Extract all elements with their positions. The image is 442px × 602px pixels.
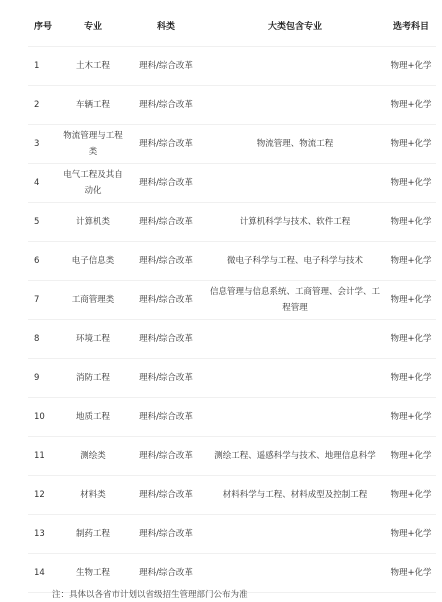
table-row <box>28 86 436 125</box>
majors-table <box>28 8 436 593</box>
row-subjects: 物理+化学 <box>390 177 432 188</box>
row-major: 车辆工程 <box>75 100 110 110</box>
row-category: 理科/综合改革 <box>139 567 193 578</box>
table-row <box>28 359 436 398</box>
row-index: 11 <box>34 450 45 461</box>
row-index: 8 <box>34 333 40 344</box>
row-index: 12 <box>34 489 45 500</box>
table-row <box>28 203 436 242</box>
row-major: 物流管理与工程类 <box>63 131 123 157</box>
row-subjects: 物理+化学 <box>390 450 432 461</box>
table-row <box>28 398 436 437</box>
row-major: 电气工程及其自动化 <box>63 170 123 196</box>
row-major: 土木工程 <box>75 61 110 71</box>
row-category: 理科/综合改革 <box>139 60 193 71</box>
row-subjects: 物理+化学 <box>390 411 432 422</box>
row-includes: 计算机科学与技术、软件工程 <box>239 217 351 227</box>
row-major: 生物工程 <box>75 568 110 578</box>
row-index: 10 <box>34 411 45 422</box>
row-subjects: 物理+化学 <box>390 333 432 344</box>
row-major: 制药工程 <box>75 529 110 539</box>
row-includes: 微电子科学与工程、电子科学与技术 <box>226 256 363 266</box>
row-category: 理科/综合改革 <box>139 177 193 188</box>
row-major: 工商管理类 <box>71 295 115 305</box>
table-row <box>28 281 436 320</box>
row-category: 理科/综合改革 <box>139 99 193 110</box>
row-subjects: 物理+化学 <box>390 528 432 539</box>
row-index: 4 <box>34 177 40 188</box>
row-index: 2 <box>34 99 40 110</box>
header-major: 专业 <box>83 21 102 32</box>
row-category: 理科/综合改革 <box>139 216 193 227</box>
table-body <box>28 47 436 593</box>
row-index: 3 <box>34 138 40 149</box>
row-includes: 材料科学与工程、材料成型及控制工程 <box>222 490 368 500</box>
row-category: 理科/综合改革 <box>139 372 193 383</box>
row-includes: 物流管理、物流工程 <box>256 139 334 149</box>
row-category: 理科/综合改革 <box>139 255 193 266</box>
row-index: 9 <box>34 372 40 383</box>
table-row <box>28 47 436 86</box>
row-category: 理科/综合改革 <box>139 138 193 149</box>
table-row <box>28 437 436 476</box>
row-category: 理科/综合改革 <box>139 333 193 344</box>
footnote: 注：具体以各省市计划以省级招生管理部门公布为准 <box>52 590 248 600</box>
header-subjects: 选考科目 <box>392 21 429 32</box>
row-category: 理科/综合改革 <box>139 528 193 539</box>
row-major: 电子信息类 <box>71 256 115 266</box>
row-index: 6 <box>34 255 40 266</box>
table-row <box>28 242 436 281</box>
row-includes: 测绘工程、遥感科学与技术、地理信息科学 <box>214 451 376 461</box>
header-includes: 大类包含专业 <box>267 21 322 32</box>
row-category: 理科/综合改革 <box>139 294 193 305</box>
table-row <box>28 476 436 515</box>
row-subjects: 物理+化学 <box>390 99 432 110</box>
row-index: 7 <box>34 294 40 305</box>
table-row <box>28 320 436 359</box>
row-category: 理科/综合改革 <box>139 489 193 500</box>
row-major: 环境工程 <box>75 334 110 344</box>
table-header-row <box>28 8 436 47</box>
row-major: 地质工程 <box>75 412 110 422</box>
row-index: 5 <box>34 216 40 227</box>
row-subjects: 物理+化学 <box>390 60 432 71</box>
header-category: 科类 <box>156 21 175 32</box>
row-major: 消防工程 <box>75 373 110 383</box>
row-subjects: 物理+化学 <box>390 138 432 149</box>
row-includes: 信息管理与信息系统、工商管理、会计学、工程管理 <box>209 287 380 313</box>
table-row <box>28 515 436 554</box>
table-row <box>28 164 436 203</box>
row-subjects: 物理+化学 <box>390 294 432 305</box>
row-index: 1 <box>34 60 40 71</box>
row-subjects: 物理+化学 <box>390 489 432 500</box>
row-index: 13 <box>34 528 45 539</box>
row-major: 计算机类 <box>75 217 110 227</box>
row-category: 理科/综合改革 <box>139 450 193 461</box>
table-row <box>28 125 436 164</box>
header-index: 序号 <box>34 21 53 32</box>
row-subjects: 物理+化学 <box>390 372 432 383</box>
row-subjects: 物理+化学 <box>390 255 432 266</box>
row-category: 理科/综合改革 <box>139 411 193 422</box>
row-major: 测绘类 <box>80 451 106 461</box>
row-subjects: 物理+化学 <box>390 216 432 227</box>
row-subjects: 物理+化学 <box>390 567 432 578</box>
row-major: 材料类 <box>80 490 106 500</box>
row-index: 14 <box>34 567 45 578</box>
